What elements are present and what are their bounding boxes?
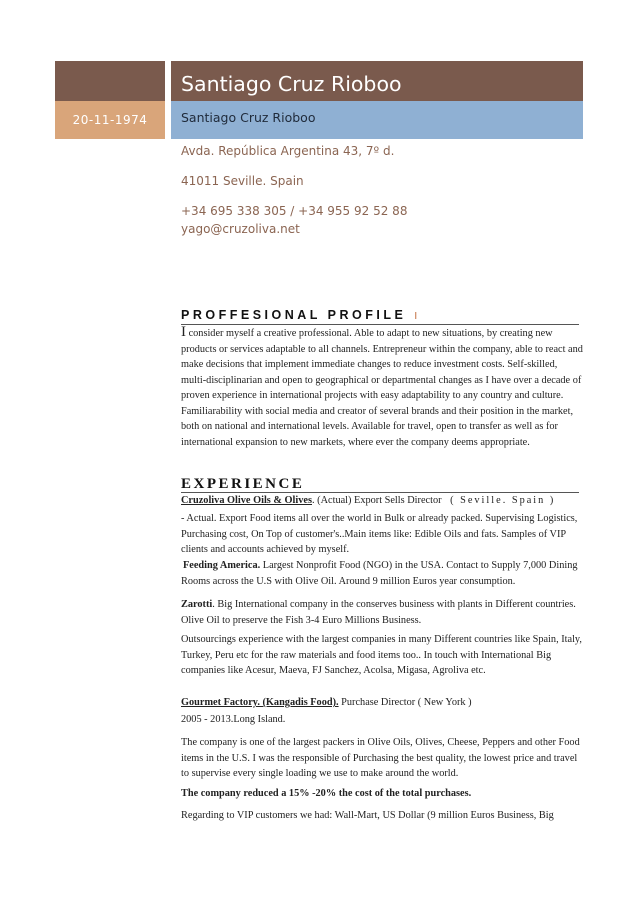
header-accent-block [55, 61, 165, 101]
job2-header [181, 695, 583, 711]
page-title: Santiago Cruz Rioboo [171, 61, 583, 101]
profile-title: PROFFESIONAL PROFILE [181, 308, 407, 322]
zarotti-name: Zarotti [181, 599, 213, 610]
job1-role: . (Actual) Export Sells Director [312, 495, 442, 506]
job2-customers: Regarding to VIP customers we had: Wall-Mart, US Dollar (9 million Euros Business, Big [181, 810, 554, 821]
contact-email[interactable]: yago@cruzoliva.net [181, 222, 300, 236]
contact-address: Avda. República Argentina 43, 7º d. [181, 144, 395, 158]
feeding-america-desc: Largest Nonprofit Food (NGO) in the USA. Contact to Supply 7,000 Dining Rooms across the U.S with Olive Oil. Around 9 million Euros year consumption. [181, 560, 578, 587]
job2-highlight [181, 786, 583, 802]
profile-body: consider myself a creative professional. Able to adapt to new situations, by creating new products or services adaptable to all channels. Entrepreneur within the company, able to react and make decisions that implement immediate changes to reduce investment costs. Self-skilled, multi-disciplinarian and open to geographical or departmental changes as I have over a decade of proven experience in international projects with easy adaptability to any country and culture. Familiarability with social media and creator of several brands and their position in the market, both on national and international levels. Available for travel, open to transfer as well as for international expansion to new markets, where ever the company deems appropriate. [181, 328, 583, 448]
contact-phone: +34 695 338 305 / +34 955 92 52 88 [181, 204, 408, 218]
job2-highlight-text: The company reduced a 15% -20% the cost of the total purchases. [181, 788, 472, 799]
feeding-america-entry [181, 558, 583, 589]
experience-heading [181, 476, 304, 493]
job1-header [181, 493, 583, 509]
job2-role: Purchase Director ( New York ) [338, 697, 472, 708]
experience-title: EXPERIENCE [181, 476, 305, 492]
zarotti-desc: . Big International company in the conserves business with plants in Different countries. Olive Oil to preserve the Fish 3-4 Euro Millions Business. [181, 599, 576, 626]
name-subtitle: Santiago Cruz Rioboo [171, 101, 583, 139]
job2-company: Gourmet Factory. (Kangadis Food). [181, 697, 339, 708]
zarotti-entry [181, 597, 583, 628]
job1-location: ( Seville. Spain ) [450, 495, 556, 506]
job2-dates: 2005 - 2013.Long Island. [181, 714, 286, 725]
birth-date: 20-11-1974 [55, 101, 165, 139]
job1-company: Cruzoliva Olive Oils & Olives [181, 495, 312, 506]
profile-text [181, 325, 583, 450]
job2-description: The company is one of the largest packers in Olive Oils, Olives, Cheese, Peppers and other Food items in the U.S. I was the responsible of Purchasing the best quality, the lowest price and travel to supervise every single loading we use to make around the world. [181, 737, 580, 779]
outsourcing-entry: Outsourcings experience with the largest companies in many Different countries like Spain, Italy, Turkey, Peru etc for the raw materials and food items too.. In touch with International Big companies like Acesur, Maeva, FJ Sanchez, Acolsa, Migasa, Agroliva etc. [181, 634, 582, 676]
profile-dropcap: I [181, 324, 186, 340]
job1-description: - Actual. Export Food items all over the world in Bulk or already packed. Supervising Logistics, Purchasing cost, On Top of customer's..Main items like: Edible Oils and fats. Samples of VIP clients and accounts achieved by myself. [181, 513, 578, 555]
feeding-america-name: Feeding America. [183, 560, 261, 571]
profile-title-mark: I [414, 311, 421, 322]
contact-city: 41011 Seville. Spain [181, 174, 304, 188]
profile-heading [181, 308, 421, 322]
